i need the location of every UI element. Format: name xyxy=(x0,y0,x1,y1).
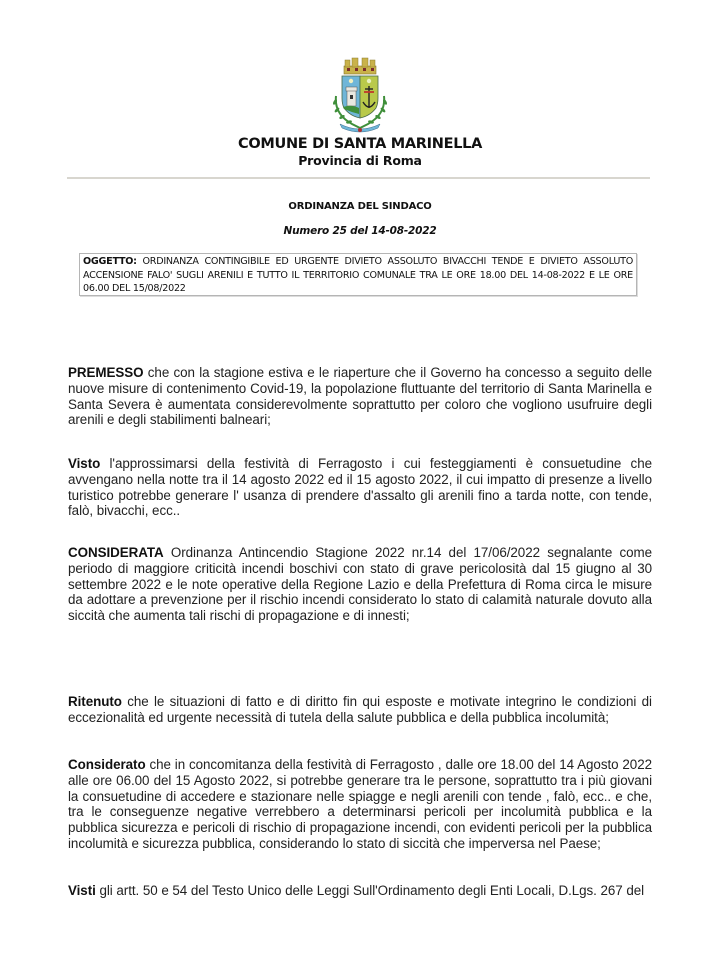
paragraph-text: che con la stagione estiva e le riaperture che il Governo ha concesso a seguito delle nuove misure di contenimento Covid-19, la popolazione fluttuante del territorio di Santa Marinella e Santa Severa è aumentata considerevolmente soprattutto per coloro che vogliono usufruire degli arenili e degli stabilimenti balneari; xyxy=(68,365,652,428)
municipality-name: COMUNE DI SANTA MARINELLA xyxy=(237,136,483,152)
paragraph-lead: Visto xyxy=(68,456,101,471)
province-name: Provincia di Roma xyxy=(298,153,422,168)
subject-box xyxy=(79,253,637,296)
paragraph-lead: PREMESSO xyxy=(68,365,144,380)
paragraph-text: che le situazioni di fatto e di diritto fin qui esposte e motivate integrino le condizioni di eccezionalità ed urgente necessità di tutela della salute pubblica e della pubblica incolumità; xyxy=(68,694,652,725)
paragraph-text: Ordinanza Antincendio Stagione 2022 nr.14 del 17/06/2022 segnalante come periodo di maggiore criticità incendi boschivi con stato di grave pericolosità dal 15 giugno al 30 settembre 2022 e le note operative della Regione Lazio e della Prefettura di Roma circa le misure da adottare a prevenzione per il rischio incendi considerato lo stato di calamità naturale dovuto alla siccità che aumenta tali rischi di propagazione e di innesti; xyxy=(68,545,652,624)
paragraph-lead: CONSIDERATA xyxy=(68,545,164,560)
paragraph-text: gli artt. 50 e 54 del Testo Unico delle Leggi Sull'Ordinamento degli Enti Locali, D.Lgs. 267 del xyxy=(95,883,645,898)
ordinance-title: ORDINANZA DEL SINDACO xyxy=(288,201,432,212)
paragraph-text: che in concomitanza della festività di Ferragosto , dalle ore 18.00 del 14 Agosto 2022 alle ore 06.00 del 15 Agosto 2022, si potrebbe generare tra le persone, soprattutto tra i più giovani la consuetudine di accedere e stazionare nelle spiagge e negli arenili con tende , falò, ecc.. e che, tra le conseguenze negative verrebbero a determinarsi pericoli per incolumità pubblica e la pubblica sicurezza e pericoli di rischio di propagazione incendi, con evidenti pericoli per la pubblica incolumità e sicurezza pubblica, considerando lo stato di siccità che imperversa nel Paese; xyxy=(68,757,652,851)
ordinance-number: Numero 25 del 14-08-2022 xyxy=(283,225,437,237)
paragraph-ritenuto xyxy=(68,694,652,726)
paragraph-considerato xyxy=(68,757,652,852)
crown-icon xyxy=(344,58,376,74)
paragraph-considerata xyxy=(68,545,652,624)
paragraph-text: l'approssimarsi della festività di Ferragosto i cui festeggiamenti è consuetudine che avvengano nella notte tra il 14 agosto 2022 ed il 15 agosto 2022, il cui impatto di presenze a livello turistico potrebbe generare l' usanza di prendere d'assalto gli arenili fino a tarda notte, con tende, falò, bivacchi, ecc.. xyxy=(68,456,652,519)
subject-text: ORDINANZA CONTINGIBILE ED URGENTE DIVIETO ASSOLUTO BIVACCHI TENDE E DIVIETO ASSOLUTO ACCENSIONE FALO' SUGLI ARENILI E TUTTO IL TERRITORIO COMUNALE TRA LE ORE 18.00 DEL 14-08-2022 E LE ORE 06.00 DEL 15/08/2022 xyxy=(83,256,633,295)
subject-label: OGGETTO: xyxy=(83,256,137,267)
paragraph-visti xyxy=(68,883,652,899)
paragraph-lead: Visti xyxy=(68,883,96,898)
paragraph-lead: Considerato xyxy=(68,757,146,772)
paragraph-visto xyxy=(68,456,652,519)
shield-icon xyxy=(342,76,378,118)
header-divider xyxy=(67,177,650,179)
paragraph-lead: Ritenuto xyxy=(68,694,122,709)
paragraph-premesso xyxy=(68,365,652,428)
coat-of-arms-icon xyxy=(326,52,394,138)
coat-of-arms-logo xyxy=(326,52,394,138)
